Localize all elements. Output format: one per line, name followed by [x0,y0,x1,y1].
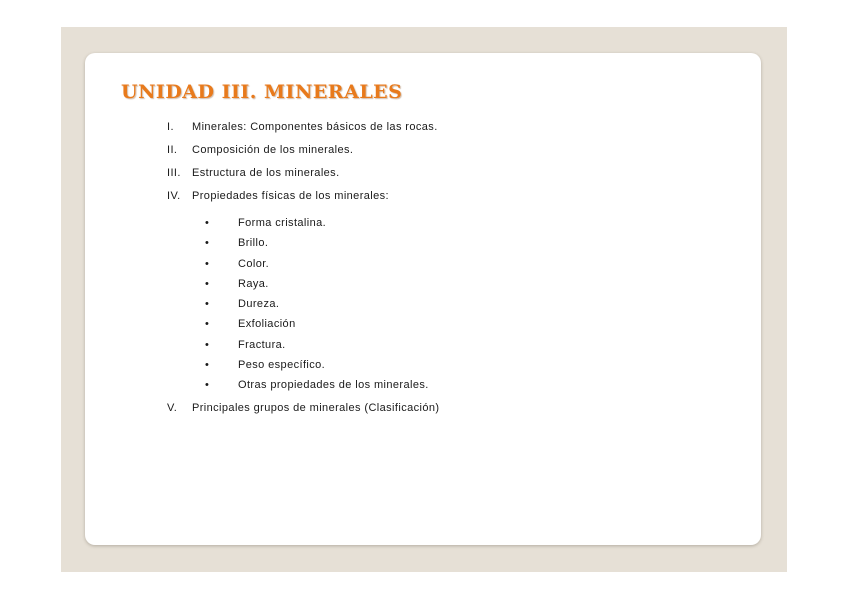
properties-list [167,217,439,392]
bullet-icon: • [205,237,210,250]
list-item [167,339,439,352]
bullet-icon: • [205,217,210,229]
outline-number: II. [167,144,178,156]
outline-item-2 [167,144,439,157]
property-text: Otras propiedades de los minerales. [238,379,429,392]
outline-text: Minerales: Componentes básicos de las rocas. [192,121,438,133]
outline-item-1 [167,121,439,134]
property-text: Peso específico. [238,359,326,372]
slide-title: UNIDAD III. MINERALES [121,81,403,103]
list-item [167,237,439,250]
property-text: Color. [238,257,270,270]
bullet-icon: • [205,359,210,372]
list-item [167,379,439,392]
list-item [167,359,439,372]
slide-content-card [85,53,761,545]
outline-number: III. [167,167,181,179]
outline-list [167,121,439,425]
bullet-icon: • [205,277,210,290]
property-text: Raya. [238,277,269,290]
outline-text: Estructura de los minerales. [192,167,340,179]
property-text: Forma cristalina. [238,217,327,229]
list-item [167,298,439,311]
bullet-icon: • [205,318,210,331]
outline-text: Composición de los minerales. [192,144,354,156]
list-item [167,318,439,331]
list-item [167,278,439,291]
outline-item-3 [167,167,439,180]
outline-number: I. [167,121,174,133]
list-item [167,217,439,230]
outline-item-5 [167,402,439,415]
bullet-icon: • [205,379,210,392]
bullet-icon: • [205,298,210,311]
property-text: Exfoliación [238,318,296,331]
outline-number: V. [167,402,178,415]
outline-text: Principales grupos de minerales (Clasificación) [192,402,440,415]
list-item [167,258,439,271]
outline-text: Propiedades físicas de los minerales: [192,190,390,202]
bullet-icon: • [205,338,210,351]
property-text: Brillo. [238,237,269,250]
bullet-icon: • [205,257,210,270]
slide-frame [61,27,787,572]
property-text: Fractura. [238,338,286,351]
outline-number: IV. [167,190,181,202]
property-text: Dureza. [238,298,280,311]
outline-item-4 [167,190,439,392]
